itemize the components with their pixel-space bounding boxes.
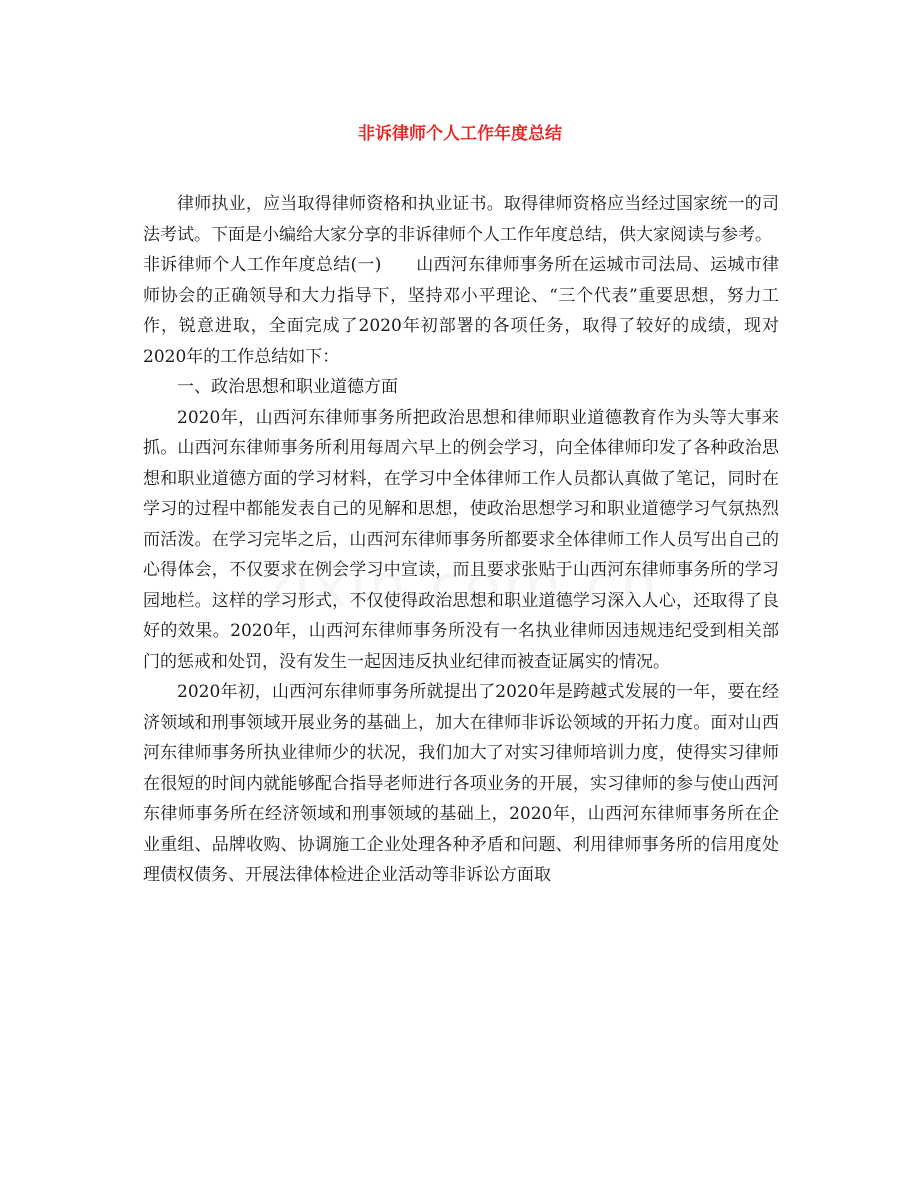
document-title: 非诉律师个人工作年度总结 [358,124,562,144]
section-one-paragraph: 非诉律师个人工作年度总结(一) 山西河东律师事务所在运城市司法局、运城市律师协会的正确领导和大力指导下，坚持邓小平理论、“三个代表”重要思想，努力工作，锐意进取，全面完成了2020年初部署的各项任务，取得了较好的成绩，现对2020年的工作总结如下： [143,255,779,367]
body-paragraph: 2020年初，山西河东律师事务所就提出了2020年是跨越式发展的一年，要在经济领域和刑事领域开展业务的基础上，加大在律师非诉讼领域的开拓力度。面对山西河东律师事务所执业律师少的状况，我们加大了对实习律师培训力度，使得实习律师在很短的时间内就能够配合指导老师进行各项业务的开展，实习律师的参与使山西河东律师事务所在经济领域和刑事领域的基础上，2020年，山西河东律师事务所在企业重组、品牌收购、协调施工企业处理各种矛盾和问题、利用律师事务所的信用度处理债权债务、开展法律体检进企业活动等非诉讼方面取 [143,682,779,885]
intro-paragraph: 律师执业，应当取得律师资格和执业证书。取得律师资格应当经过国家统一的司法考试。下面是小编给大家分享的非诉律师个人工作年度总结，供大家阅读与参考。 [143,194,779,245]
document-body [143,189,779,891]
section-heading: 一、政治思想和职业道德方面 [177,377,398,397]
body-paragraph: 2020年，山西河东律师事务所把政治思想和律师职业道德教育作为头等大事来抓。山西河东律师事务所利用每周六早上的例会学习，向全体律师印发了各种政治思想和职业道德方面的学习材料，在学习中全体律师工作人员都认真做了笔记，同时在学习的过程中都能发表自己的见解和思想，使政治思想学习和职业道德学习气氛热烈而活泼。在学习完毕之后，山西河东律师事务所都要求全体律师工作人员写出自己的心得体会，不仅要求在例会学习中宣读，而且要求张贴于山西河东律师事务所的学习园地栏。这样的学习形式，不仅使得政治思想和职业道德学习深入人心，还取得了良好的效果。2020年，山西河东律师事务所没有一名执业律师因违规违纪受到相关部门的惩戒和处罚，没有发生一起因违反执业纪律而被查证属实的情况。 [143,407,779,672]
